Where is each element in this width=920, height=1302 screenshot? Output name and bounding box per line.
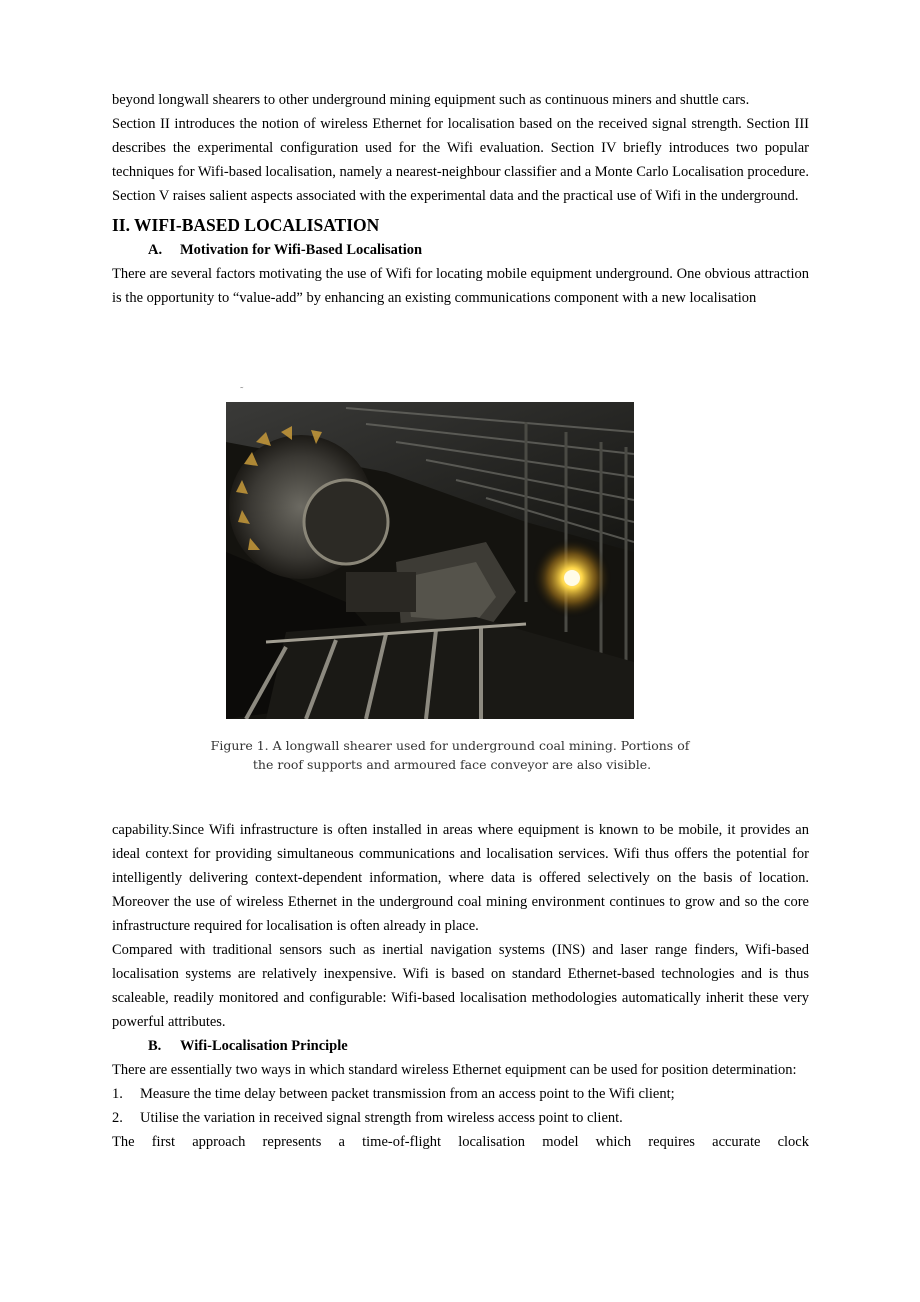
list-number: 2. [112, 1110, 123, 1126]
motivation-paragraph-3: Compared with traditional sensors such as inertial navigation systems (INS) and laser range finders, Wifi-based localisation systems are relatively inexpensive. Wifi is based on standard Ethernet-based technologies and is thus scaleable, readily monitored and configurable: Wifi-based localisation methodologies automatically inherit these very powerful attributes. [112, 942, 809, 1030]
subsection-b-heading [112, 1034, 809, 1058]
list-number: 1. [112, 1086, 123, 1102]
upper-text [112, 88, 809, 310]
list-text: Measure the time delay between packet transmission from an access point to the Wifi client; [140, 1086, 675, 1102]
intro-paragraph-2: Section II introduces the notion of wireless Ethernet for localisation based on the received signal strength. Section III describes the experimental configuration used for the Wifi evaluation. Section IV briefly introduces two popular techniques for Wifi-based localisation, namely a nearest-neighbour classifier and a Monte Carlo Localisation procedure. Section V raises salient aspects associated with the experimental data and the practical use of Wifi in the underground. [112, 116, 809, 204]
subsection-a-number: A. [148, 242, 163, 258]
motivation-paragraph-1: There are several factors motivating the use of Wifi for locating mobile equipment underground. One obvious attraction is the opportunity to “value-add” by enhancing an existing communications component with a new localisation [112, 266, 809, 306]
list-item [112, 1106, 809, 1130]
list-text: Utilise the variation in received signal strength from wireless access point to client. [140, 1110, 623, 1126]
subsection-b-number: B. [148, 1038, 162, 1054]
list-item [112, 1082, 809, 1106]
subsection-a-title: Motivation for Wifi-Based Localisation [180, 242, 423, 258]
caption-line-1: Figure 1. A longwall shearer used for underground coal mining. Portions of [210, 738, 690, 753]
section-heading: II. WIFI-BASED LOCALISATION [112, 215, 380, 235]
subsection-b-title: Wifi-Localisation Principle [180, 1038, 348, 1054]
subsection-a-heading [112, 238, 809, 262]
principle-paragraph-1: There are essentially two ways in which standard wireless Ethernet equipment can be used for position determination: [112, 1062, 797, 1078]
caption-line-2: the roof supports and armoured face conveyor are also visible. [252, 757, 652, 772]
lower-text [112, 818, 809, 1154]
longwall-shearer-photo [226, 402, 634, 719]
figure-caption [160, 736, 740, 774]
principle-paragraph-2: The first approach represents a time-of-flight localisation model which requires accurate clock [112, 1134, 809, 1150]
scan-artifact: ˜ [240, 386, 244, 397]
intro-paragraph-1: beyond longwall shearers to other underground mining equipment such as continuous miners and shuttle cars. [112, 92, 750, 108]
motivation-paragraph-2: capability.Since Wifi infrastructure is often installed in areas where equipment is known to be mobile, it provides an ideal context for providing simultaneous communications and localisation services. Wifi thus offers the potential for intelligently delivering context-dependent information, where data is offered selectively on the basis of location. Moreover the use of wireless Ethernet in the underground coal mining environment continues to grow and so the core infrastructure required for localisation is often already in place. [112, 822, 809, 934]
